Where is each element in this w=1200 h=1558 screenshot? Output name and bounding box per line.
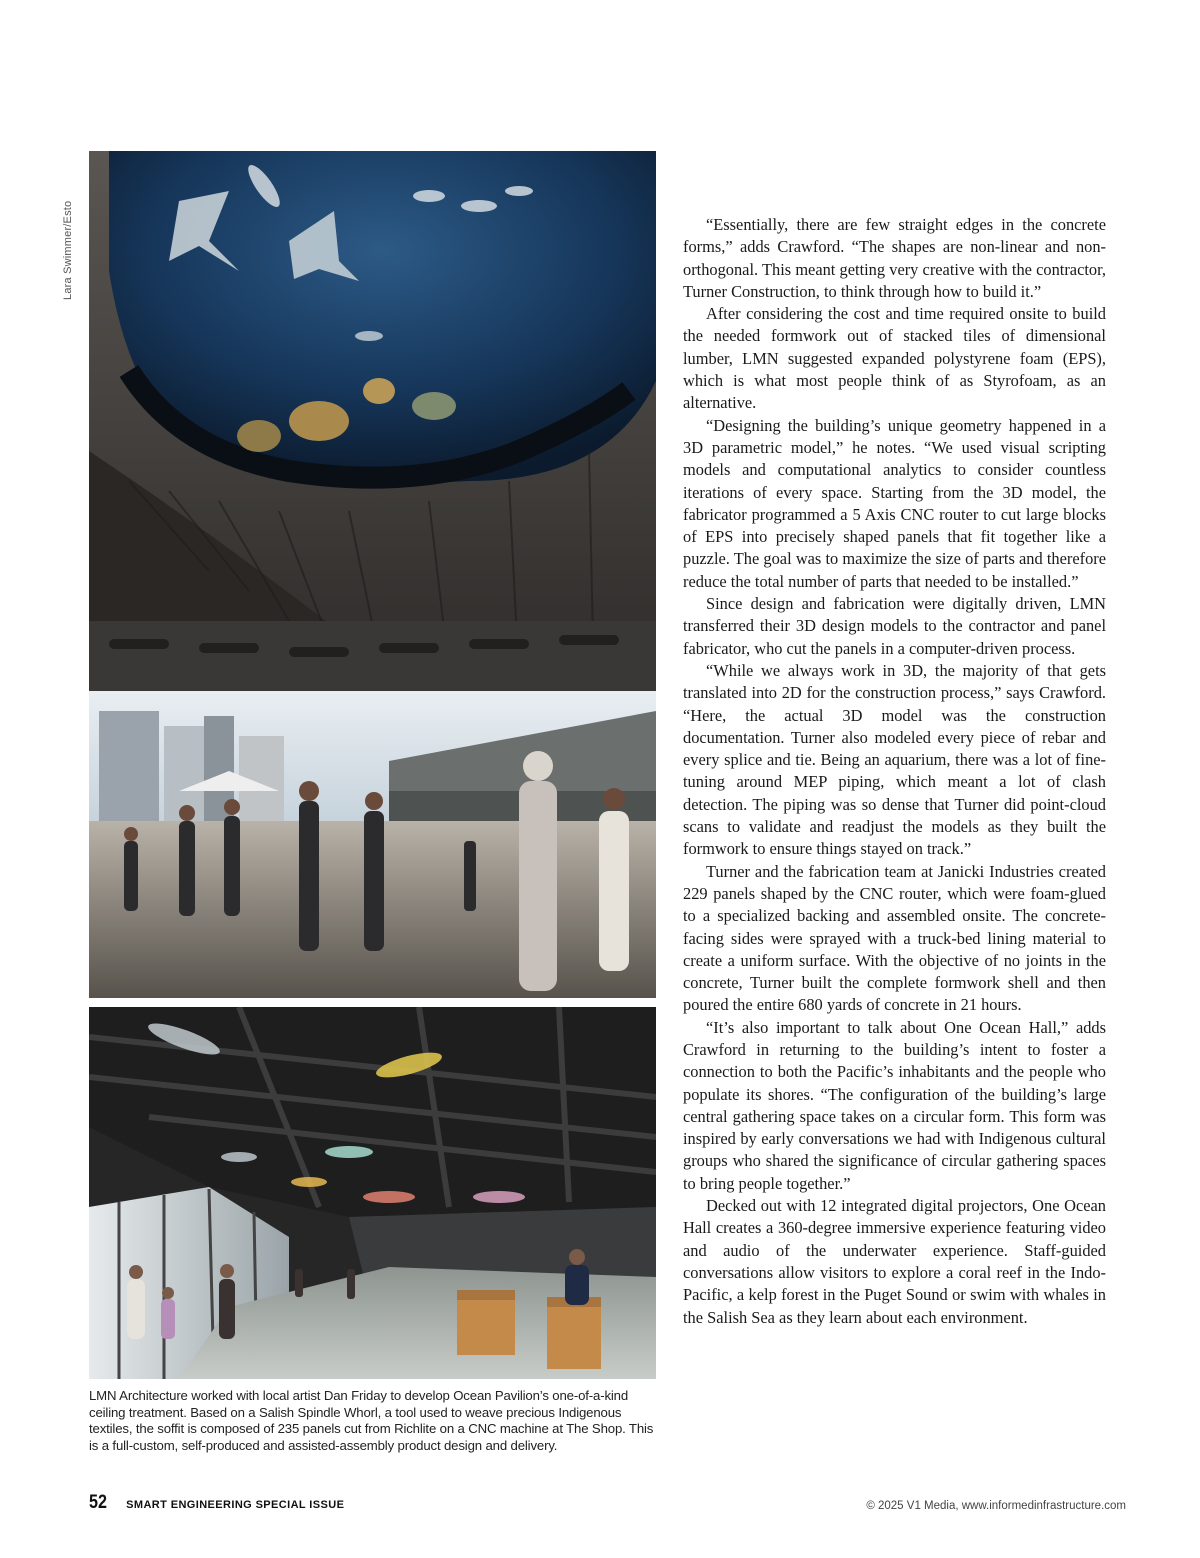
page-footer-left	[89, 1492, 344, 1518]
caption-text: LMN Architecture worked with local artist Dan Friday to develop Ocean Pavilion’s one-of-a-kind ceiling treatment. Based on a Salish Spindle Whorl, a tool used to weave precious Indigenous textiles, the soffit is composed of 235 panels cut from Richlite on a CNC machine at The Shop. This is a full-custom, self-produced and assisted-assembly product design and delivery.	[89, 1388, 654, 1453]
photo-credit: Lara Swimmer/Esto	[62, 200, 74, 300]
article-paragraph: Turner and the fabrication team at Janicki Industries created 229 panels shaped by the CNC router, which were foam-glued to a specialized backing and assembled onsite. The concrete-facing sides were sprayed with a truck-bed lining material to create a uniform surface. With the objective of no joints in the concrete, Turner built the complete formwork shell and then poured the entire 680 yards of concrete in 21 hours.	[683, 861, 1106, 1015]
article-paragraph: “It’s also important to talk about One Ocean Hall,” adds Crawford in returning to the building’s intent to foster a connection to both the Pacific’s inhabitants and the people who populate its shores. “The configuration of the building’s large central gathering space takes on a circular form. This form was inspired by early conversations we had with Indigenous cultural groups who shared the significance of circular gathering spaces to bring people together.”	[683, 1017, 1106, 1193]
page-number: 52	[89, 1492, 107, 1513]
article-paragraph: After considering the cost and time required onsite to build the needed formwork out of stacked tiles of dimensional lumber, LMN suggested expanded polystyrene foam (EPS), which is what most people think of as Styrofoam, as an alternative.	[683, 304, 1106, 413]
article-body	[683, 214, 1106, 1329]
article-paragraph: Decked out with 12 integrated digital projectors, One Ocean Hall creates a 360-degree immersive experience featuring video and audio of the underwater experience. Staff-guided conversations allow visitors to explore a coral reef in the Indo-Pacific, a kelp forest in the Puget Sound or swim with whales in the Salish Sea as they learn about each environment.	[683, 1196, 1106, 1327]
article-paragraph: Since design and fabrication were digitally driven, LMN transferred their 3D design models to the contractor and panel fabricator, who cut the panels in a computer-driven process.	[683, 594, 1106, 658]
issue-title: SMART ENGINEERING SPECIAL ISSUE	[126, 1499, 345, 1511]
aquarium-plaza-photo	[89, 151, 656, 998]
hall-interior-photo	[89, 1007, 656, 1379]
copyright-notice: © 2025 V1 Media, www.informedinfrastructure.com	[866, 1500, 1126, 1512]
photo-caption	[89, 1388, 656, 1454]
article-paragraph: “Essentially, there are few straight edges in the concrete forms,” adds Crawford. “The shapes are non-linear and non-orthogonal. This meant getting very creative with the contractor, Turner Construction, to think through how to build it.”	[683, 215, 1106, 301]
article-paragraph: “While we always work in 3D, the majority of that gets translated into 2D for the construction process,” says Crawford. “Here, the actual 3D model was the construction documentation. Turner also modeled every piece of rebar and every splice and tie. Being an aquarium, there was a lot of fine-tuning around MEP piping, which meant a lot of clash detection. The piping was so dense that Turner did point-cloud scans to validate and readjust the models as they built the formwork to ensure things stayed on track.”	[683, 660, 1106, 859]
article-paragraph: “Designing the building’s unique geometry happened in a 3D parametric model,” he notes. “We used visual scripting models and computational analytics to consider countless iterations of every space. Starting from the 3D model, the fabricator programmed a 5 Axis CNC router to cut large blocks of EPS into precisely shaped panels that fit together like a puzzle. The goal was to maximize the size of parts and therefore reduce the total number of parts that needed to be installed.”	[683, 415, 1106, 591]
